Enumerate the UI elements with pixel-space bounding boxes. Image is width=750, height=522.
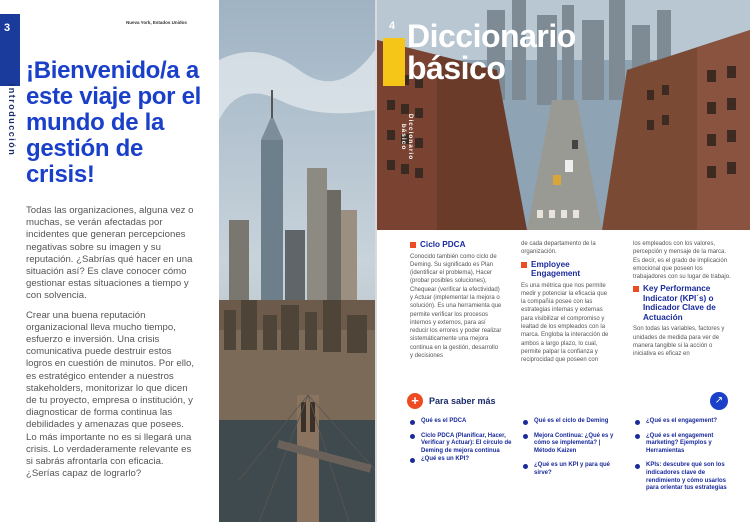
page-number: 4 — [389, 20, 396, 32]
resource-link[interactable]: ¿Qué es el engagement? — [635, 418, 735, 426]
resource-link[interactable]: ¿Qué es un KPI? — [410, 456, 520, 464]
resource-link[interactable]: ¿Qué es el engagement marketing? Ejemplos y Herramientas — [635, 433, 735, 456]
glossary-definition: Conocido también como ciclo de Deming. Su significado es Plan (identificar el problema), Hacer (probar posibles soluciones), Chequear (verificar la efectividad) y Actuar (implementar la mejora o solución). Es una herramienta que permite verificar los procesos internos y externos, para así reducir los errores y poder realizar sistemáticamente una mejora continua en la gestión, desarrollo y decisiones — [410, 253, 502, 360]
links-column-3 — [635, 418, 735, 500]
bullet-dot-icon — [410, 434, 415, 439]
new-york-skyline-photo — [219, 0, 375, 522]
bullet-dot-icon — [635, 464, 640, 469]
more-info-title: Para saber más — [429, 396, 496, 406]
section-label: Diccionario básico — [400, 113, 414, 161]
more-info-header — [407, 393, 496, 409]
bullet-dot-icon — [523, 464, 528, 469]
bullet-dot-icon — [635, 420, 640, 425]
page-number: 3 — [4, 22, 11, 34]
resource-link[interactable]: Mejora Continua: ¿Qué es y cómo se implementa? | Método Kaizen — [523, 433, 623, 456]
page-title: Diccionario básico — [407, 18, 576, 86]
glossary-term: Key Performance Indicator (KPI´s) o Indicador Clave de Actuación — [633, 284, 731, 322]
resource-link[interactable]: ¿Qué es un KPI y para qué sirve? — [523, 462, 623, 477]
bullet-square-icon — [633, 286, 639, 292]
bullet-dot-icon — [523, 420, 528, 425]
glossary-column-1 — [410, 240, 502, 363]
bullet-dot-icon — [635, 434, 640, 439]
plus-icon[interactable]: + — [407, 393, 423, 409]
intro-paragraph-1: Todas las organizaciones, alguna vez o muchas, se verán afectadas por incidentes que generan percepciones negativas sobre su imagen y su reputación. ¿Sabrías qué hacer en una situación así? Es clave conocer cómo gestionar estas situaciones a tiempo y con solvencia. — [26, 205, 194, 302]
resource-link[interactable]: KPIs: descubre qué son los indicadores clave de rendimiento y cómo usarlos para orientar tus estrategias — [635, 462, 735, 492]
glossary-column-2 — [521, 240, 613, 368]
glossary-term: Employee Engagement — [521, 260, 613, 279]
glossary-column-3 — [633, 240, 731, 362]
links-column-2 — [523, 418, 623, 485]
bullet-dot-icon — [410, 420, 415, 425]
bullet-square-icon — [521, 262, 527, 268]
glossary-continuation: de cada departamento de la organización. — [521, 241, 596, 256]
bullet-square-icon — [410, 242, 416, 248]
resource-link[interactable]: Qué es el PDCA — [410, 418, 520, 426]
glossary-continuation: los empleados con los valores, percepción y mensaje de la marca. Es decir, es el grado de implicación emocional que poseen los trabajadores con su lugar de trabajo. — [633, 241, 731, 281]
intro-text — [26, 205, 194, 487]
bullet-dot-icon — [523, 434, 528, 439]
right-page — [377, 0, 750, 522]
intro-paragraph-2: Crear una buena reputación organizacional lleva mucho tiempo, esfuerzo e inversión. Una crisis comunicativa puede destruir estos logros en cuestión de minutos. Por ello, es estratégico entender a nuestros stakeholders, monitorizar lo que dicen de tu proyecto, empresa o institución, y diagnosticar de forma continua las debilidades y amenazas que posees. Lo más importante no es si llegará una crisis. Lo verdaderamente relevante es si sabrás afrontarla con eficacia. ¿Serías capaz de lograrlo? — [26, 309, 194, 480]
external-link-icon[interactable]: ↗ — [710, 392, 728, 410]
resource-link[interactable]: Qué es el ciclo de Deming — [523, 418, 623, 426]
bullet-dot-icon — [410, 458, 415, 463]
location-caption: Nueva York, Estados Unidos — [126, 20, 187, 25]
glossary-term: Ciclo PDCA — [410, 240, 502, 250]
links-column-1 — [410, 418, 520, 471]
page-headline: ¡Bienvenido/a a este viaje por el mundo de la gestión de crisis! — [26, 57, 201, 188]
glossary-definition: Son todas las variables, factores y unidades de medida para ver de manera tangible si la acción o iniciativa es eficaz en — [633, 326, 725, 358]
resource-link[interactable]: Ciclo PDCA (Planificar, Hacer, Verificar y Actuar): El círculo de Deming de mejora continua — [410, 433, 520, 456]
title-accent — [383, 38, 405, 86]
section-label: Introducción — [7, 83, 17, 157]
glossary-definition: Es una métrica que nos permite medir y potenciar la eficacia que la compañía posee con las estrategias internas y externas para visibilizar el compromiso y lealtad de los empleados con la marca. Engloba la interacción de ambos a largo plazo, lo cual, permite palpar la confianza y reciprocidad que poseen con — [521, 282, 609, 364]
